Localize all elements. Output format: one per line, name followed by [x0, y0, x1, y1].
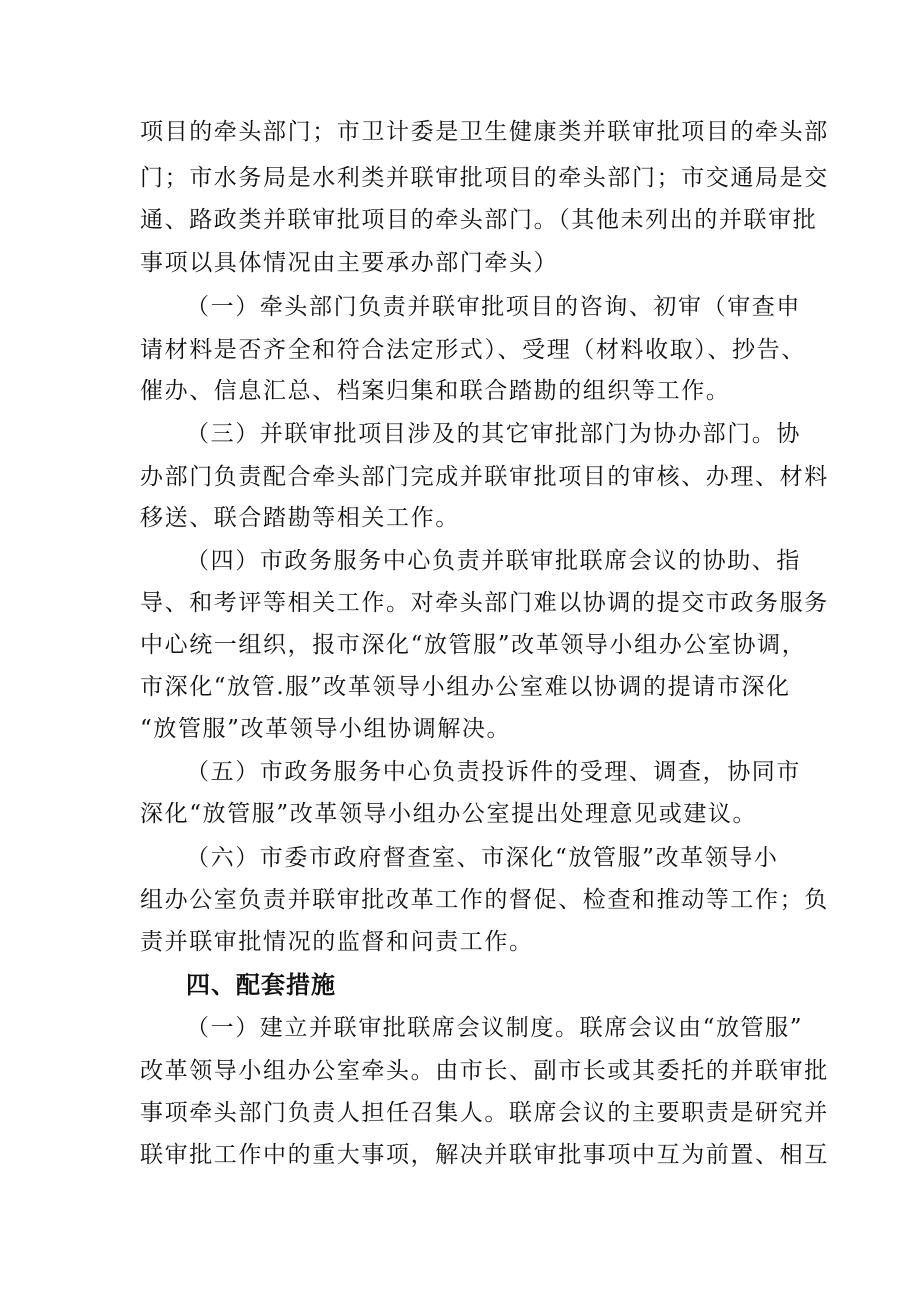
paragraph-first-line: （六）市委市政府督查室、市深化“放管服”改革领导小 [186, 845, 779, 871]
text-line: 门；市水务局是水利类并联审批项目的牵头部门；市交通局是交 [140, 165, 829, 191]
text-line: 请材料是否齐全和符合法定形式）、受理（材料收取）、抄告、 [140, 337, 806, 363]
paragraph-first-line: （五）市政务服务中心负责投诉件的受理、调查，协同市 [186, 759, 801, 785]
paragraph-first-line: （一）牵头部门负责并联审批项目的咨询、初审（审查申 [186, 294, 801, 320]
text-line: 导、和考评等相关工作。对牵头部门难以协调的提交市政务服务 [140, 590, 829, 616]
text-line: 事项牵头部门负责人担任召集人。联席会议的主要职责是研究并 [140, 1100, 829, 1126]
text-line: 项目的牵头部门；市卫计委是卫生健康类并联审批项目的牵头部 [140, 119, 829, 145]
text-line: 移送、联合踏勘等相关工作。 [140, 505, 460, 531]
text-line: 市深化“放管.服”改革领导小组办公室难以协调的提请市深化 [140, 674, 791, 700]
text-line: 责并联审批情况的监督和问责工作。 [140, 929, 534, 955]
text-line: 深化“放管服”改革领导小组办公室提出处理意见或建议。 [140, 801, 758, 827]
text-line: 通、路政类并联审批项目的牵头部门。（其他未列出的并联审批 [140, 207, 818, 233]
paragraph-first-line: （三）并联审批项目涉及的其它审批部门为协办部门。协 [186, 421, 801, 447]
text-line: 组办公室负责并联审批改革工作的督促、检查和推动等工作；负 [140, 887, 829, 913]
text-line: 改革领导小组办公室牵头。由市长、副市长或其委托的并联审批 [140, 1058, 829, 1084]
text-line: 催办、信息汇总、档案归集和联合踏勘的组织等工作。 [140, 378, 731, 404]
text-line: 事项以具体情况由主要承办部门牵头） [140, 250, 559, 276]
paragraph-first-line: （四）市政务服务中心负责并联审批联席会议的协助、指 [186, 548, 801, 574]
text-line: 办部门负责配合牵头部门完成并联审批项目的审核、办理、材料 [140, 464, 829, 490]
text-line: 联审批工作中的重大事项，解决并联审批事项中互为前置、相互 [140, 1142, 829, 1168]
section-heading: 四、配套措施 [186, 971, 336, 999]
paragraph-first-line: （一）建立并联审批联席会议制度。联席会议由“放管服” [186, 1015, 804, 1041]
text-line: 中心统一组织，报市深化“放管服”改革领导小组办公室协调， [140, 632, 807, 658]
text-line: “放管服”改革领导小组协调解决。 [140, 716, 512, 742]
